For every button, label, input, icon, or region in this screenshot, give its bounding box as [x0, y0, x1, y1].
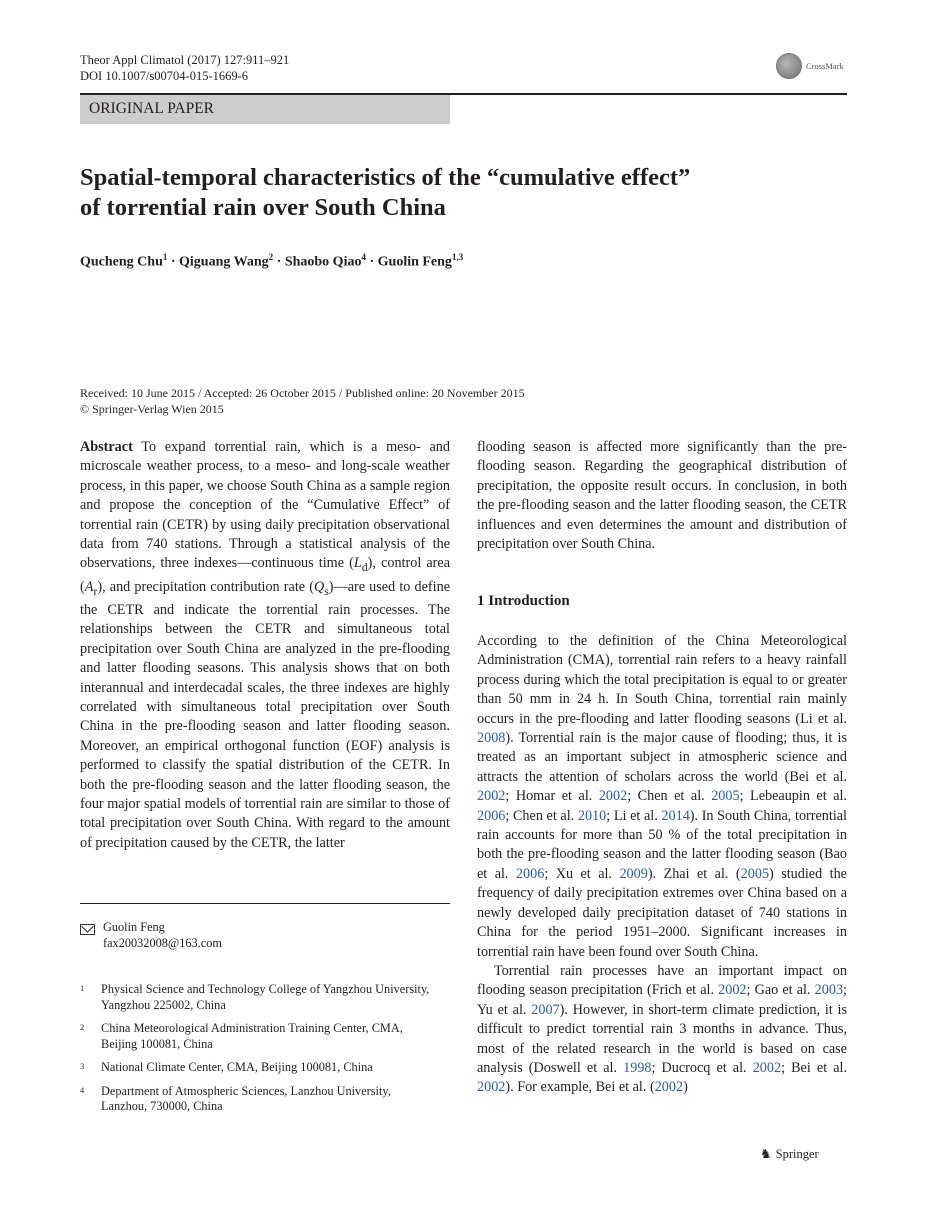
envelope-icon: [80, 924, 95, 935]
citation-link[interactable]: 2002: [477, 1079, 506, 1096]
intro-text: ; Gao et al.: [746, 982, 815, 999]
intro-text: ). Zhai et al. (: [647, 865, 741, 882]
affiliation-line: National Climate Center, CMA, Beijing 100081, China: [101, 1060, 373, 1074]
article-type-badge: [80, 95, 450, 124]
author-separator: ·: [369, 254, 375, 270]
affiliation-line: China Meteorological Administration Training Center, CMA,: [101, 1021, 403, 1035]
index-qs: Q: [313, 578, 325, 595]
citation-link[interactable]: 2007: [531, 1001, 560, 1018]
citation-link[interactable]: 2002: [718, 982, 747, 999]
author-name[interactable]: Qiguang Wang: [179, 254, 269, 270]
introduction-body: [477, 632, 847, 1098]
citation-link[interactable]: 2003: [814, 982, 844, 999]
springer-horse-icon: ♞: [760, 1146, 772, 1161]
affiliation-number: 3: [80, 1061, 85, 1071]
intro-text: ; Lebeaupin et al.: [739, 788, 847, 805]
citation-link[interactable]: 2008: [477, 730, 506, 747]
publication-dates: [80, 386, 525, 417]
copyright-line: © Springer-Verlag Wien 2015: [80, 401, 224, 416]
abstract-text: )—are used to define the CETR and indicate the torrential rain processes. The relationships between the CETR and simultaneous total precipitation over South China are analyzed in the pre-flooding and latter flooding seasons. This analysis shows that on both interannual and interdecadal scales, the three indexes are highly correlated with simultaneous total precipitation over South China in the pre-flooding season and latter flooding season. Moreover, an empirical orthogonal function (EOF) analysis is performed to classify the spatial distribution of the CETR. In both the pre-flooding season and the latter flooding season, the four major spatial models of torrential rain are similar to those of total precipitation over South China. With regard to the amount of precipitation caused by the CETR, the latter: [80, 578, 450, 851]
intro-text: ; Chen et al.: [627, 788, 712, 805]
affiliation-line: Beijing 100081, China: [101, 1036, 213, 1051]
index-ar: A: [84, 578, 94, 595]
affiliation-line: Physical Science and Technology College of Yangzhou University,: [101, 982, 430, 996]
title-line-1: Spatial-temporal characteristics of the “cumulative effect”: [80, 164, 691, 191]
intro-paragraph-2: [477, 962, 847, 1098]
citation-link[interactable]: 2006: [515, 865, 545, 882]
dates-line: Received: 10 June 2015 / Accepted: 26 October 2015 / Published online: 20 November 2015: [80, 386, 525, 400]
intro-text: ) studied the frequency of daily precipitation extremes over China based on a newly developed daily precipitation dataset of 740 stations in China for the period 1951–2000. Significant increases in torrential rain have been found over South China.: [477, 865, 847, 960]
affiliation: [80, 1021, 450, 1052]
index-ld: L: [353, 555, 362, 572]
crossmark-badge[interactable]: [776, 53, 844, 79]
affiliation-list: [80, 982, 450, 1123]
citation-link[interactable]: 1998: [623, 1059, 652, 1076]
citation-link[interactable]: 2014: [661, 807, 690, 824]
affiliation-number: 2: [80, 1022, 85, 1032]
correspondence-email[interactable]: fax20032008@163.com: [103, 935, 222, 950]
affiliation-line: Lanzhou, 730000, China: [101, 1099, 223, 1113]
abstract-body: [80, 438, 450, 853]
crossmark-icon: [776, 53, 802, 79]
affiliation-number: 4: [80, 1084, 85, 1095]
section-heading-introduction: 1 Introduction: [477, 593, 570, 609]
intro-text: Torrential rain processes have an important impact on flooding season precipitation (Frich et al.: [477, 962, 847, 999]
author-affil: 2: [268, 252, 274, 262]
author-affil: 4: [361, 252, 366, 262]
index-ar-sub: r: [93, 583, 98, 598]
author-name[interactable]: Qucheng Chu: [80, 254, 163, 270]
publisher-name: Springer: [775, 1146, 819, 1161]
affiliation-number: 1: [80, 983, 85, 993]
paper-title: [80, 163, 847, 223]
index-ld-sub: d: [361, 560, 368, 575]
author-separator: ·: [276, 254, 282, 270]
affiliation-line: Department of Atmospheric Sciences, Lanzhou University,: [101, 1083, 391, 1098]
publisher-logo: [760, 1146, 819, 1162]
abstract-continued: flooding season is affected more significantly than the pre-flooding season. Regarding the geographical distribution of precipitation, the opposite result occurs. In conclusion, in both the pre-flooding season and the latter flooding season, the CETR influences and even determines the amount and distribution of precipitation over South China.: [477, 439, 847, 553]
intro-text: ; Chen et al.: [505, 807, 578, 824]
citation-link[interactable]: 2005: [711, 788, 740, 805]
index-qs-sub: s: [324, 583, 329, 598]
intro-text: ; Bei et al.: [781, 1059, 848, 1076]
intro-text: According to the definition of the China Meteorological Administration (CMA), torrential rain refers to a heavy rainfall process during which the total precipitation is equal to or greater than 50 mm in 24 h. In South China, torrential rain mainly occurs in the pre-flooding and latter flooding seasons (Li et al.: [477, 633, 847, 727]
abstract-text: ), control area (: [80, 555, 450, 595]
author-list: [80, 248, 463, 272]
citation-link[interactable]: 2002: [752, 1059, 782, 1076]
intro-text: ): [683, 1079, 688, 1096]
affiliation: [80, 1060, 450, 1076]
intro-text: ; Xu et al.: [544, 865, 620, 882]
author-affil: 1,3: [451, 252, 464, 262]
citation-link[interactable]: 2010: [577, 807, 607, 824]
article-type-label: ORIGINAL PAPER: [89, 100, 215, 117]
intro-text: ). However, in short-term climate prediction, it is difficult to predict torrential rain 3 months in advance. Thus, most of the related research in the world is based on case analysis (Doswell et al.: [477, 1001, 847, 1076]
journal-line: Theor Appl Climatol (2017) 127:911–921: [80, 53, 290, 67]
citation-link[interactable]: 2002: [598, 788, 628, 805]
footnote-rule: [80, 903, 450, 904]
author-name[interactable]: Shaobo Qiao: [284, 254, 362, 270]
affiliation-line: Yangzhou 225002, China: [101, 997, 226, 1012]
correspondence: [80, 920, 222, 951]
affiliation: [80, 982, 450, 1013]
intro-text: ; Yu et al.: [477, 982, 847, 1018]
abstract-label: Abstract: [80, 439, 133, 455]
author-separator: ·: [170, 254, 176, 270]
intro-text: ). Torrential rain is the major cause of flooding; thus, it is treated as an important subject in atmospheric science and attracts the attention of scholars across the world (Bei et al.: [477, 730, 847, 785]
doi-line[interactable]: DOI 10.1007/s00704-015-1669-6: [80, 69, 249, 83]
intro-text: ; Li et al.: [606, 807, 662, 824]
abstract-text: To expand torrential rain, which is a meso- and microscale weather process, to a meso- and long-scale weather process, in this paper, we choose South China as a sample region and propose the conception of the “Cumulative Effect” of torrential rain (CETR) by using daily precipitation observational data from 740 stations. Through a statistical analysis of the observations, three indexes—continuous time (: [80, 439, 450, 572]
intro-text: ; Ducrocq et al.: [651, 1059, 753, 1076]
author-affil: 1: [162, 252, 168, 262]
intro-text: ; Homar et al.: [505, 788, 599, 805]
author-name[interactable]: Guolin Feng: [377, 254, 452, 270]
affiliation: [80, 1084, 450, 1115]
citation-link[interactable]: 2002: [654, 1079, 684, 1096]
correspondence-name: Guolin Feng: [103, 920, 165, 934]
crossmark-label: CrossMark: [806, 61, 844, 71]
citation-link[interactable]: 2002: [477, 788, 506, 805]
citation-link[interactable]: 2009: [619, 865, 648, 882]
title-line-2: of torrential rain over South China: [80, 194, 446, 221]
intro-text: ). For example, Bei et al. (: [505, 1079, 655, 1096]
citation-link[interactable]: 2005: [740, 865, 770, 882]
intro-paragraph-1: [477, 632, 847, 962]
intro-text: ). In South China, torrential rain accounts for more than 50 % of the total precipitation in both the pre-flooding season and the latter flooding season (Bao et al.: [477, 807, 847, 882]
journal-citation: [80, 52, 289, 84]
citation-link[interactable]: 2006: [477, 807, 506, 824]
abstract-text: ), and precipitation contribution rate (: [97, 578, 314, 595]
